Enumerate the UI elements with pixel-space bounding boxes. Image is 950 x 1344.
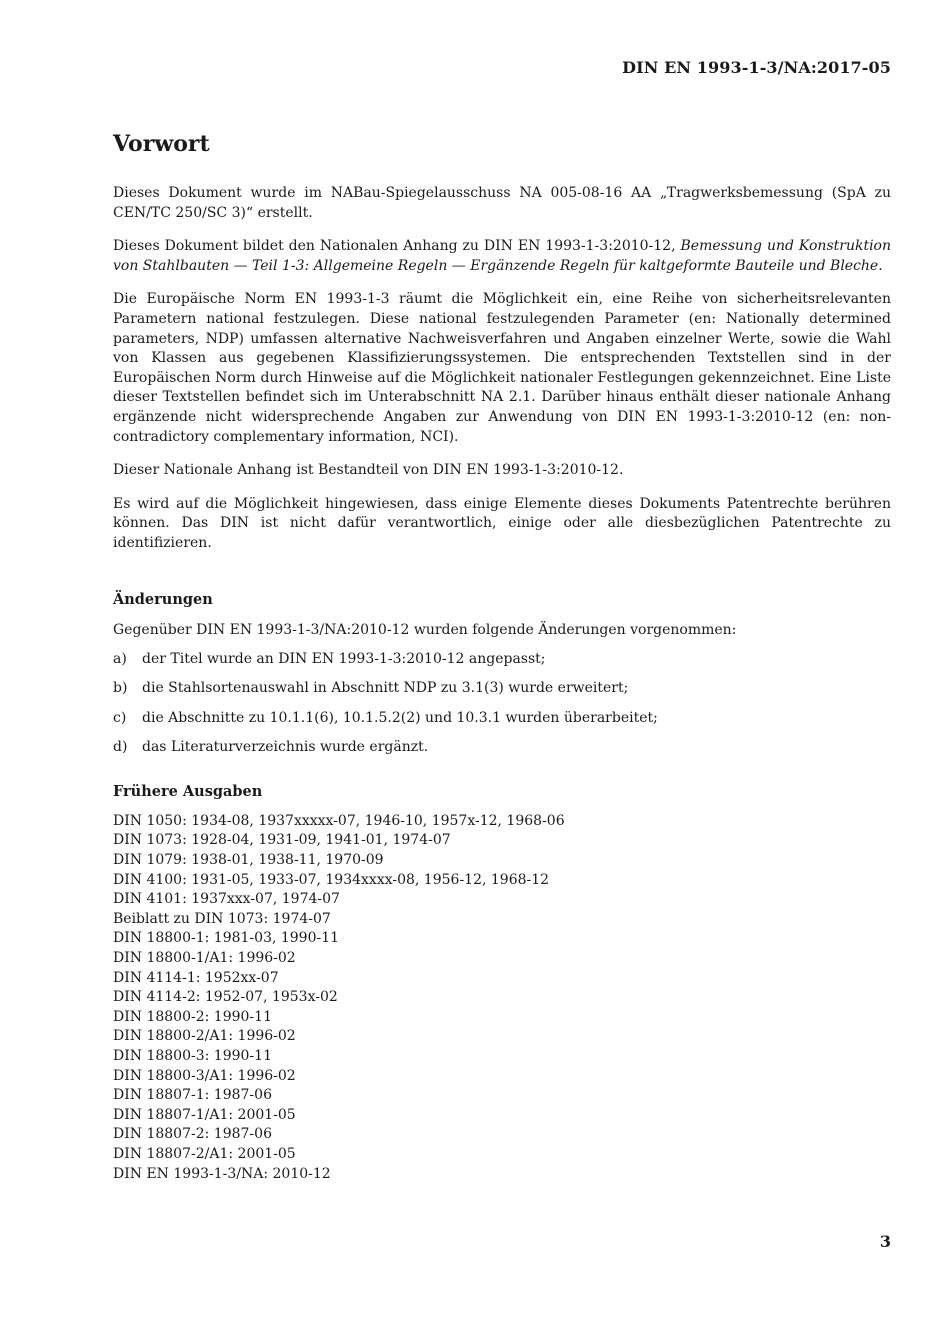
edition-line: DIN 1050: 1934-08, 1937xxxxx-07, 1946-10, 1957x-12, 1968-06: [113, 812, 565, 829]
edition-line: DIN 1079: 1938-01, 1938-11, 1970-09: [113, 852, 384, 869]
changes-heading: Änderungen: [113, 590, 213, 608]
edition-line: DIN 4114-1: 1952xx-07: [113, 969, 279, 986]
changes-list: [113, 650, 891, 758]
edition-line: DIN 4114-2: 1952-07, 1953x-02: [113, 989, 338, 1006]
edition-line: DIN 18800-2: 1990-11: [113, 1008, 272, 1025]
paragraph-part-of: Dieser Nationale Anhang ist Bestandteil von DIN EN 1993-1-3:2010-12.: [113, 462, 624, 479]
changes-intro: Gegenüber DIN EN 1993-1-3/NA:2010-12 wurden folgende Änderungen vorgenommen:: [113, 621, 737, 638]
edition-line: DIN 4100: 1931-05, 1933-07, 1934xxxx-08, 1956-12, 1968-12: [113, 871, 550, 888]
edition-line: DIN 18807-1/A1: 2001-05: [113, 1106, 296, 1123]
earlier-editions-list: [113, 812, 891, 1184]
list-item-text: das Literaturverzeichnis wurde ergänzt.: [142, 739, 429, 756]
standard-title-italic: Bemessung und Konstruktion von Stahlbauten — Teil 1-3: Allgemeine Regeln — Ergänzende Regeln für kaltgeformte Bauteile und Bleche.: [113, 238, 891, 274]
edition-line: DIN 18800-3/A1: 1996-02: [113, 1067, 296, 1084]
list-item-marker: c): [113, 709, 127, 726]
list-item: [113, 738, 891, 758]
edition-line: DIN 18800-2/A1: 1996-02: [113, 1028, 296, 1045]
list-item: [113, 709, 891, 729]
edition-line: DIN 18800-1: 1981-03, 1990-11: [113, 930, 340, 947]
paragraph-national-annex: [113, 237, 891, 276]
edition-line: DIN 18807-1: 1987-06: [113, 1087, 272, 1104]
edition-line: DIN 4101: 1937xxx-07, 1974-07: [113, 891, 340, 908]
earlier-editions-heading: Frühere Ausgaben: [113, 782, 263, 800]
edition-line: DIN 18800-1/A1: 1996-02: [113, 950, 296, 967]
list-item: [113, 650, 891, 670]
page-content: [113, 130, 891, 1184]
list-item-text: die Stahlsortenauswahl in Abschnitt NDP zu 3.1(3) wurde erweitert;: [142, 680, 629, 697]
edition-line: DIN 18807-2: 1987-06: [113, 1126, 272, 1143]
edition-line: DIN EN 1993-1-3/NA: 2010-12: [113, 1165, 331, 1182]
list-item: [113, 679, 891, 699]
list-item-marker: d): [113, 739, 128, 756]
list-item-marker: b): [113, 680, 128, 697]
list-item-text: die Abschnitte zu 10.1.1(6), 10.1.5.2(2) und 10.3.1 wurden überarbeitet;: [142, 709, 658, 726]
paragraph-patent-notice: Es wird auf die Möglichkeit hingewiesen, dass einige Elemente dieses Dokuments Patentrechte berühren können. Das DIN ist nicht dafür verantwortlich, einige oder alle diesbezüglichen Patentrechte zu identifizieren.: [113, 495, 891, 551]
edition-line: Beiblatt zu DIN 1073: 1974-07: [113, 910, 331, 927]
page-title: Vorwort: [113, 131, 210, 157]
edition-line: DIN 18800-3: 1990-11: [113, 1047, 272, 1064]
document-id-header: DIN EN 1993-1-3/NA:2017-05: [622, 58, 891, 77]
paragraph-national-annex-text: Dieses Dokument bildet den Nationalen Anhang zu DIN EN 1993-1-3:2010-12,: [113, 238, 681, 255]
list-item-marker: a): [113, 651, 127, 668]
edition-line: DIN 18807-2/A1: 2001-05: [113, 1145, 296, 1162]
paragraph-committee: Dieses Dokument wurde im NABau-Spiegelausschuss NA 005-08-16 AA „Tragwerksbemessung (SpA zu CEN/TC 250/SC 3)“ erstellt.: [113, 185, 891, 221]
edition-line: DIN 1073: 1928-04, 1931-09, 1941-01, 1974-07: [113, 832, 451, 849]
page-number: 3: [879, 1232, 891, 1251]
list-item-text: der Titel wurde an DIN EN 1993-1-3:2010-12 angepasst;: [142, 651, 546, 668]
paragraph-ndp: Die Europäische Norm EN 1993-1-3 räumt die Möglichkeit ein, eine Reihe von sicherheitsrelevanten Parametern national festzulegen. Diese national festzulegenden Parameter (en: Nationally determined parameters, NDP) umfassen alternative Nachweisverfahren und Angaben einzelner Werte, sowie die Wahl von Klassen aus gegebenen Klassifizierungssystemen. Die entsprechenden Textstellen sind in der Europäischen Norm durch Hinweise auf die Möglichkeit nationaler Festlegungen gekennzeichnet. Eine Liste dieser Textstellen befindet sich im Unterabschnitt NA 2.1. Darüber hinaus enthält dieser nationale Anhang ergänzende nicht widersprechende Angaben zur Anwendung von DIN EN 1993-1-3:2010-12 (en: non-contradictory complementary information, NCI).: [113, 291, 891, 445]
